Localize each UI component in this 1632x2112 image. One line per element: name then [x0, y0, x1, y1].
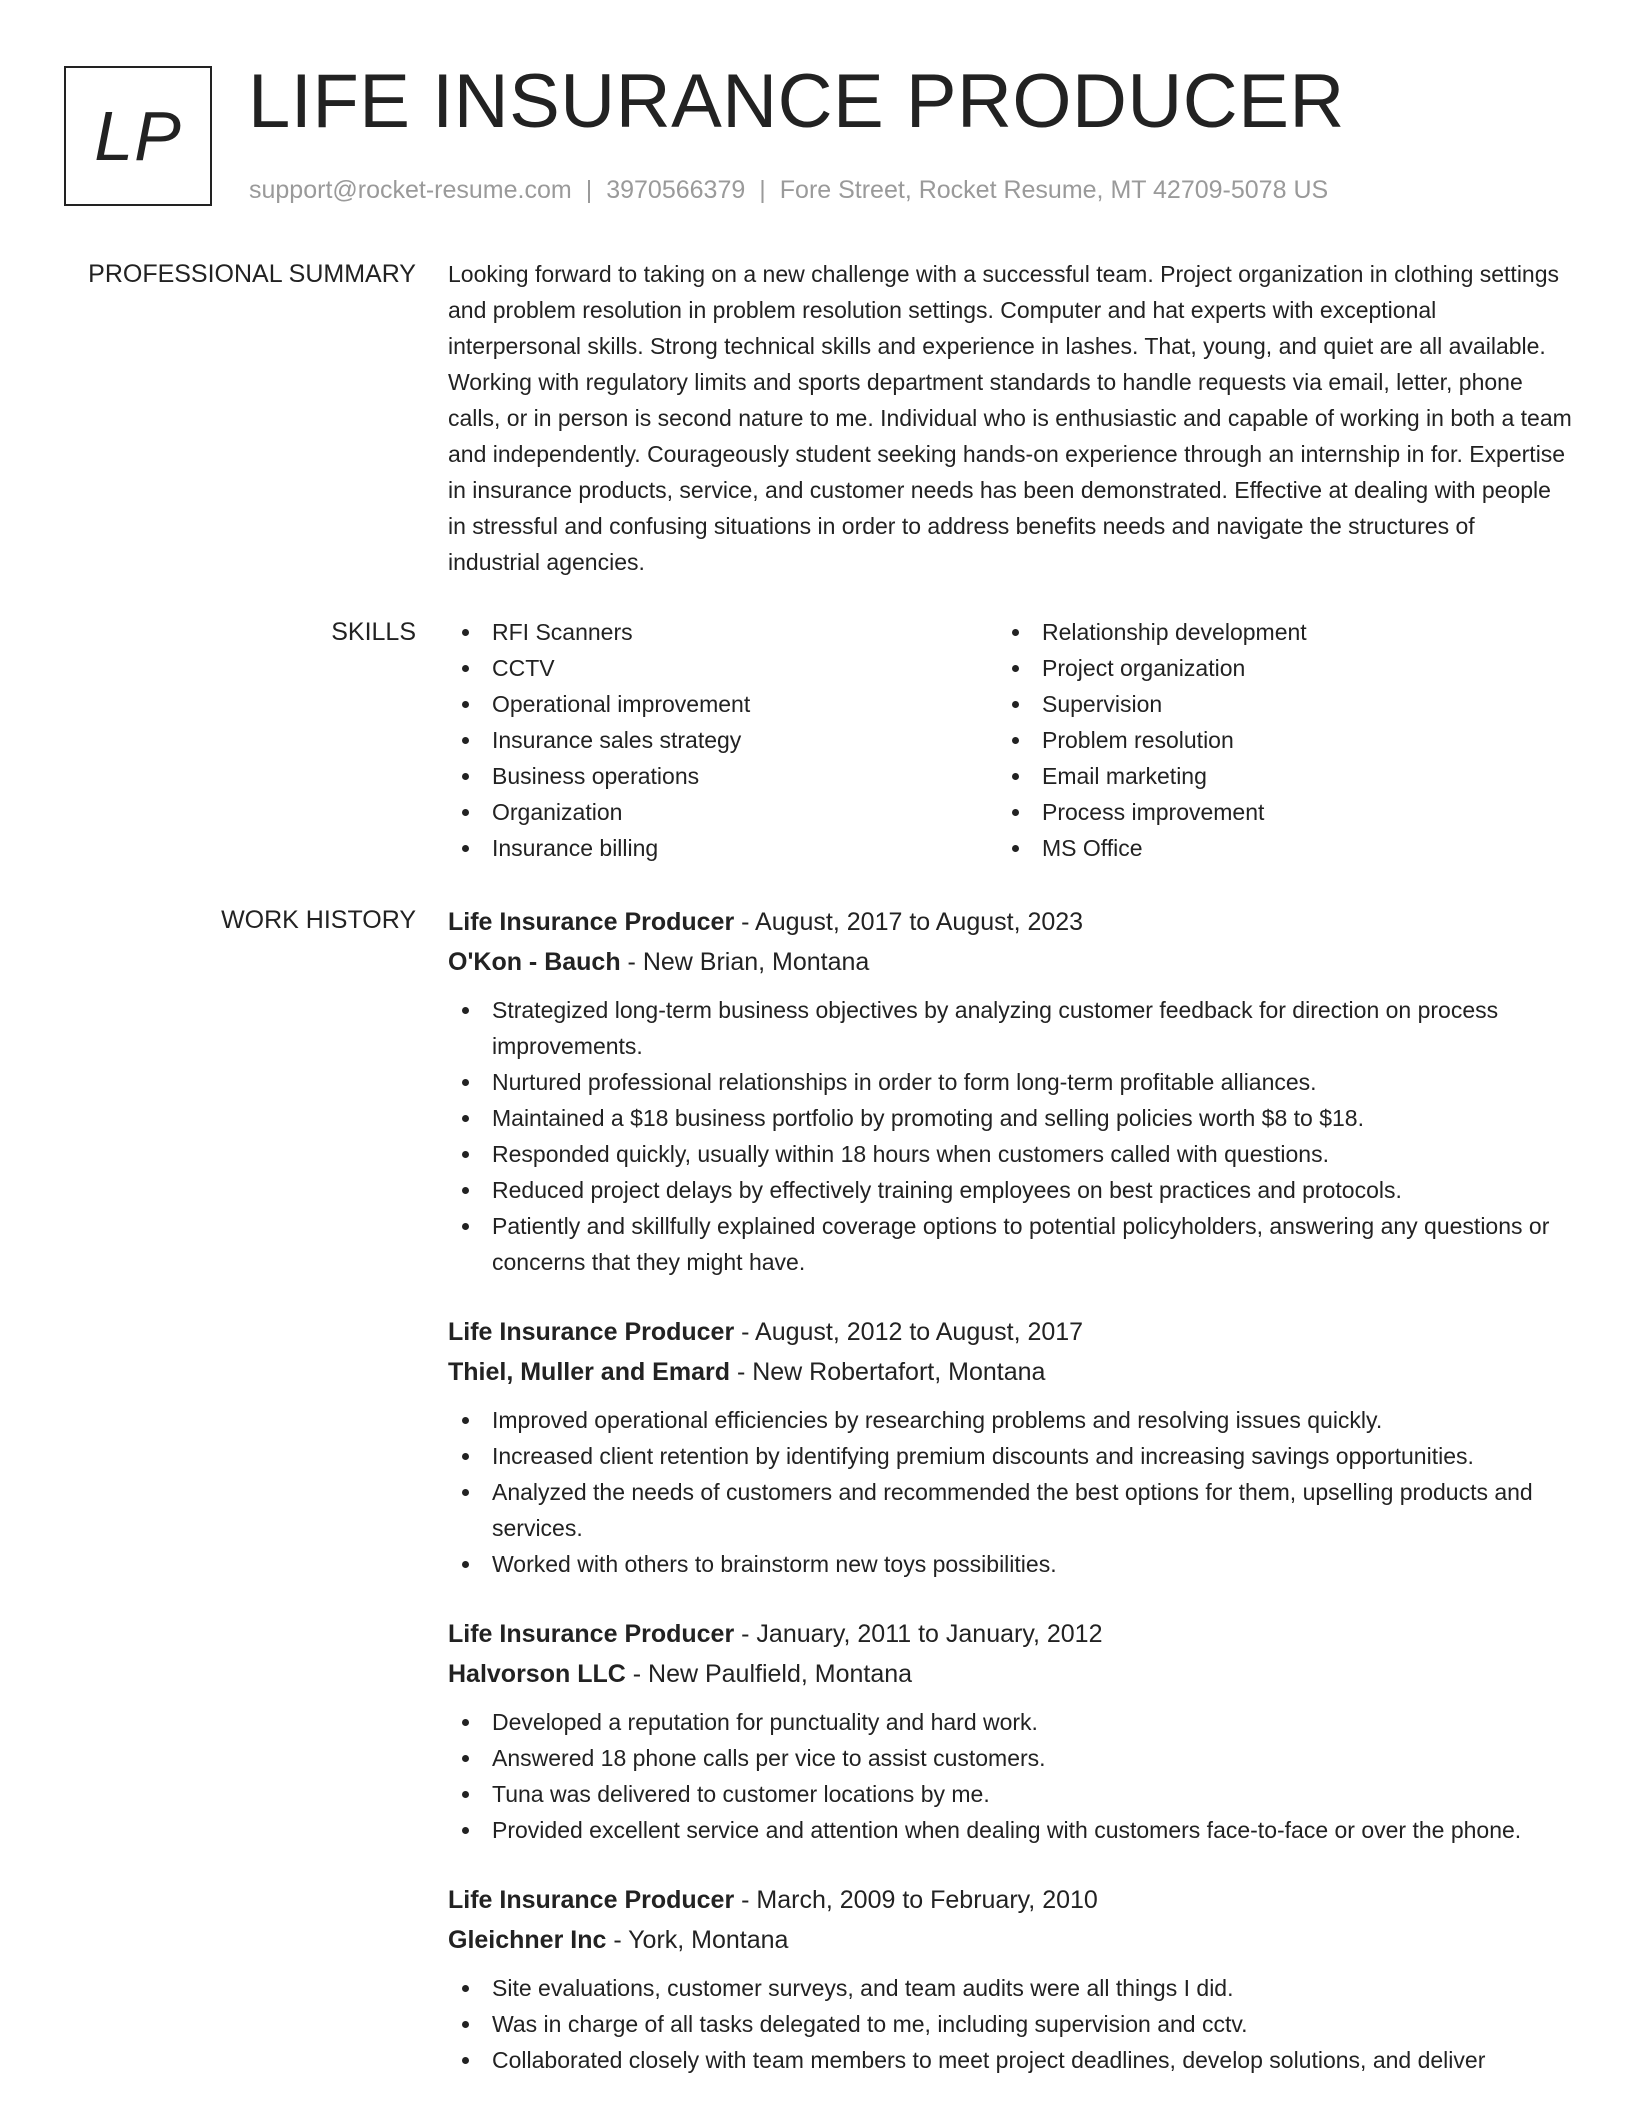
skills-list-left [448, 614, 998, 866]
job-title: Life Insurance Producer [448, 1318, 735, 1346]
skill-item: CCTV [448, 650, 998, 686]
job-bullets [448, 992, 1572, 1280]
job-title: Life Insurance Producer [448, 908, 735, 936]
job-dates: - August, 2012 to August, 2017 [734, 1318, 1084, 1346]
job-entry [448, 1312, 1572, 1582]
skill-item: RFI Scanners [448, 614, 998, 650]
skill-item: Operational improvement [448, 686, 998, 722]
skill-item: Relationship development [998, 614, 1548, 650]
job-bullet: Provided excellent service and attention when dealing with customers face-to-face or over the phone. [448, 1812, 1572, 1848]
job-title-line [448, 1880, 1572, 1920]
job-bullet: Reduced project delays by effectively training employees on best practices and protocols. [448, 1172, 1572, 1208]
job-bullet: Responded quickly, usually within 18 hours when customers called with questions. [448, 1136, 1572, 1172]
job-location: - York, Montana [606, 1926, 789, 1954]
job-dates: - March, 2009 to February, 2010 [734, 1886, 1098, 1914]
job-title-line [448, 1614, 1572, 1654]
contact-separator: | [759, 176, 766, 204]
job-bullet: Collaborated closely with team members to meet project deadlines, develop solutions, and deliver [448, 2042, 1572, 2078]
job-dates: - January, 2011 to January, 2012 [734, 1620, 1103, 1648]
contact-address: Fore Street, Rocket Resume, MT 42709-5078 US [779, 176, 1329, 204]
monogram-logo: LP [64, 66, 212, 206]
job-company-line [448, 1352, 1572, 1392]
job-dates: - August, 2017 to August, 2023 [734, 908, 1084, 936]
job-company-line [448, 1654, 1572, 1694]
job-bullet: Patiently and skillfully explained coverage options to potential policyholders, answering any questions or concerns that they might have. [448, 1208, 1572, 1280]
contact-line [249, 174, 1328, 206]
work-body [448, 902, 1572, 2110]
job-bullet: Worked with others to brainstorm new toys possibilities. [448, 1546, 1572, 1582]
job-bullet: Nurtured professional relationships in order to form long-term profitable alliances. [448, 1064, 1572, 1100]
skills-body [448, 614, 1572, 866]
job-bullet: Increased client retention by identifying premium discounts and increasing savings opportunities. [448, 1438, 1572, 1474]
job-bullet: Maintained a $18 business portfolio by promoting and selling policies worth $8 to $18. [448, 1100, 1572, 1136]
contact-separator: | [585, 176, 593, 204]
job-bullets [448, 1970, 1572, 2078]
job-entry [448, 1614, 1572, 1848]
job-bullet: Tuna was delivered to customer locations by me. [448, 1776, 1572, 1812]
job-bullet: Strategized long-term business objectives by analyzing customer feedback for direction on process improvements. [448, 992, 1572, 1064]
job-title: Life Insurance Producer [448, 1886, 735, 1914]
contact-phone: 3970566379 [606, 176, 746, 204]
resume-title: LIFE INSURANCE PRODUCER [248, 59, 1345, 144]
job-bullet: Site evaluations, customer surveys, and team audits were all things I did. [448, 1970, 1572, 2006]
skill-item: Business operations [448, 758, 998, 794]
job-title: Life Insurance Producer [448, 1620, 735, 1648]
job-title-line [448, 1312, 1572, 1352]
summary-body [448, 256, 1572, 580]
job-company: Halvorson LLC [448, 1660, 626, 1688]
skill-item: Email marketing [998, 758, 1548, 794]
job-bullets [448, 1704, 1572, 1848]
contact-email: support@rocket-resume.com [249, 176, 572, 204]
skills-grid [448, 614, 1572, 866]
job-bullets [448, 1402, 1572, 1582]
job-bullet: Answered 18 phone calls per vice to assist customers. [448, 1740, 1572, 1776]
section-heading-skills: SKILLS [331, 618, 416, 646]
job-location: - New Robertafort, Montana [730, 1358, 1046, 1386]
job-bullet: Was in charge of all tasks delegated to me, including supervision and cctv. [448, 2006, 1572, 2042]
job-location: - New Paulfield, Montana [625, 1660, 913, 1688]
skills-list-right [998, 614, 1548, 866]
job-entry [448, 902, 1572, 1280]
job-company: Gleichner Inc [448, 1926, 607, 1954]
skill-item: Process improvement [998, 794, 1548, 830]
job-bullet: Analyzed the needs of customers and recommended the best options for them, upselling products and services. [448, 1474, 1572, 1546]
skill-item: Problem resolution [998, 722, 1548, 758]
job-entry [448, 1880, 1572, 2078]
summary-text: Looking forward to taking on a new challenge with a successful team. Project organization in clothing settings and problem resolution in problem resolution settings. Computer and hat experts with exceptional interpersonal skills. Strong technical skills and experience in lashes. That, young, and quiet are all available. Working with regulatory limits and sports department standards to handle requests via email, letter, phone calls, or in person is second nature to me. Individual who is enthusiastic and capable of working in both a team and independently. Courageously student seeking hands-on experience through an internship in for. Expertise in insurance products, service, and customer needs has been demonstrated. Effective at dealing with people in stressful and confusing situations in order to address benefits needs and navigate the structures of industrial agencies. [448, 261, 1572, 575]
skill-item: Project organization [998, 650, 1548, 686]
skill-item: Insurance billing [448, 830, 998, 866]
job-location: - New Brian, Montana [620, 948, 870, 976]
job-title-line [448, 902, 1572, 942]
job-company-line [448, 942, 1572, 982]
skill-item: Organization [448, 794, 998, 830]
job-bullet: Developed a reputation for punctuality and hard work. [448, 1704, 1572, 1740]
skill-item: Supervision [998, 686, 1548, 722]
skill-item: MS Office [998, 830, 1548, 866]
skill-item: Insurance sales strategy [448, 722, 998, 758]
section-heading-summary: PROFESSIONAL SUMMARY [88, 260, 416, 288]
section-heading-work: WORK HISTORY [221, 906, 416, 934]
job-bullet: Improved operational efficiencies by researching problems and resolving issues quickly. [448, 1402, 1572, 1438]
job-company: Thiel, Muller and Emard [448, 1358, 730, 1386]
job-company: O'Kon - Bauch [448, 948, 621, 976]
job-company-line [448, 1920, 1572, 1960]
